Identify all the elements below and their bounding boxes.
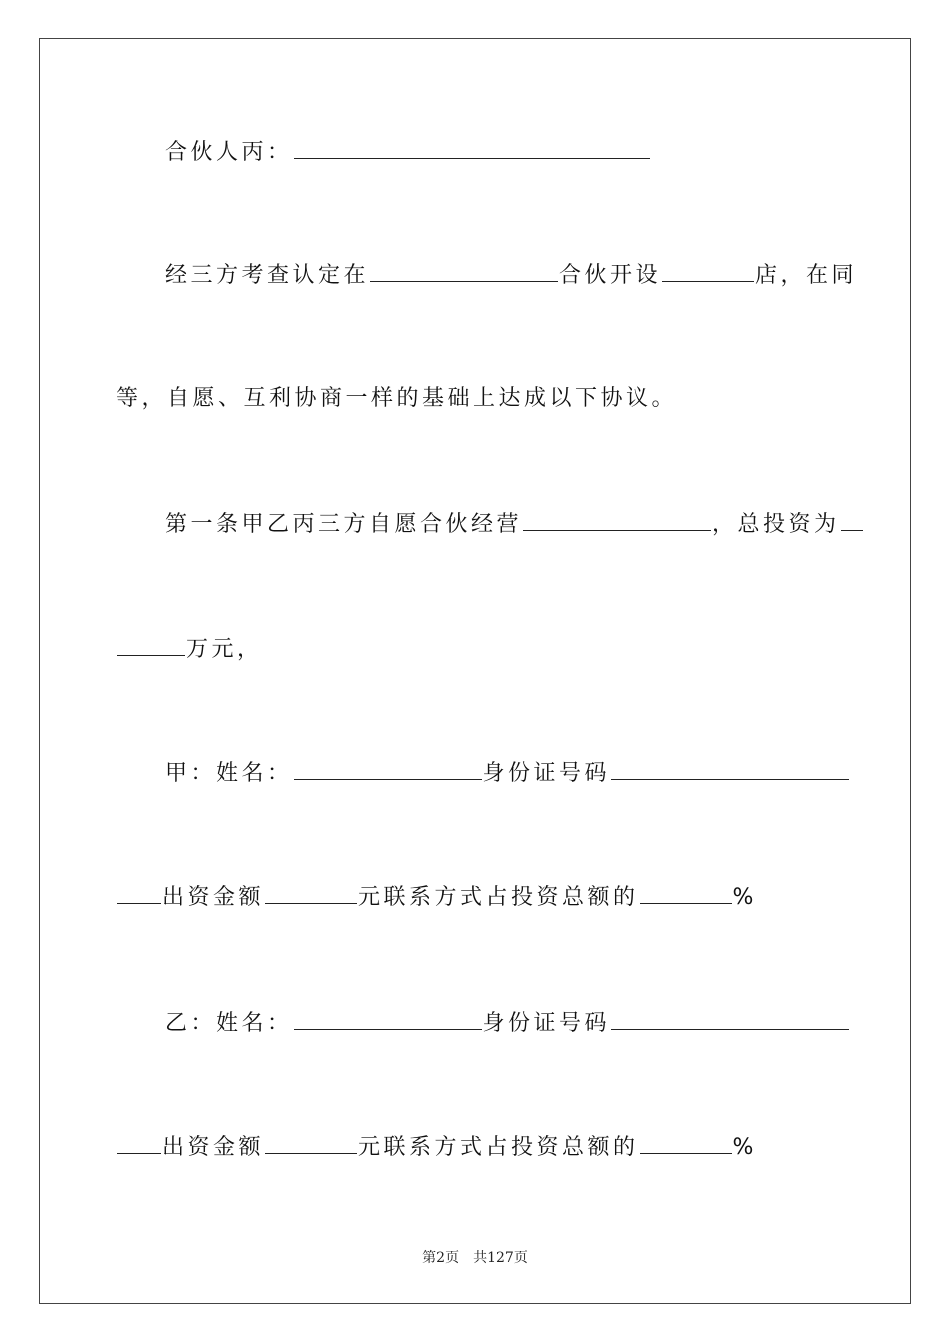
partner-c-line	[165, 136, 651, 168]
party-a-name-blank[interactable]	[294, 757, 482, 780]
party-b-id-label: 身份证号码	[482, 1011, 611, 1036]
party-b-name-blank[interactable]	[294, 1007, 482, 1030]
p1-text-b: 合伙开设	[559, 263, 662, 288]
page-number: 第2页	[422, 1250, 460, 1266]
article-1-line-2	[116, 633, 263, 665]
total-pages: 共127页	[473, 1250, 528, 1266]
party-b-label: 乙：姓名：	[165, 1011, 293, 1036]
page-footer	[0, 1247, 950, 1267]
party-b-percent: %	[732, 1135, 757, 1160]
party-b-invest-blank[interactable]	[265, 1131, 357, 1154]
shop-blank[interactable]	[662, 259, 754, 282]
location-blank[interactable]	[370, 259, 558, 282]
party-a-invest-label: 出资金额	[162, 885, 265, 910]
art1-text-b: ，总投资为	[712, 512, 840, 537]
party-b-id-blank-end[interactable]	[117, 1131, 161, 1154]
business-blank[interactable]	[523, 508, 711, 531]
partner-c-blank[interactable]	[294, 136, 650, 159]
party-b-line-2	[116, 1131, 757, 1163]
investment-blank-start[interactable]	[841, 508, 863, 531]
party-b-contact-label: 元联系方式占投资总额的	[358, 1135, 639, 1160]
p1-text-a: 经三方考查认定在	[165, 263, 370, 288]
p1-text-d: 等，自愿、互利协商一样的基础上达成以下协议。	[116, 386, 678, 411]
party-b-line-1	[165, 1007, 850, 1039]
paragraph-1-line-1	[165, 259, 857, 291]
page-border	[39, 38, 911, 1304]
party-a-id-blank-end[interactable]	[117, 881, 161, 904]
party-b-percent-blank[interactable]	[640, 1131, 732, 1154]
art1-text-a: 第一条甲乙丙三方自愿合伙经营	[165, 512, 523, 537]
party-a-line-1	[165, 757, 850, 789]
party-a-id-blank[interactable]	[611, 757, 849, 780]
paragraph-1-line-2	[116, 384, 677, 414]
party-a-invest-blank[interactable]	[265, 881, 357, 904]
partner-c-label: 合伙人丙：	[165, 140, 293, 165]
article-1-line-1	[165, 508, 864, 540]
party-a-contact-label: 元联系方式占投资总额的	[358, 885, 639, 910]
party-a-percent-blank[interactable]	[640, 881, 732, 904]
investment-blank-end[interactable]	[117, 633, 185, 656]
party-a-line-2	[116, 881, 757, 913]
p1-text-c: 店，在同	[755, 263, 858, 288]
party-a-percent: %	[732, 885, 757, 910]
party-a-id-label: 身份证号码	[482, 761, 611, 786]
party-b-id-blank[interactable]	[611, 1007, 849, 1030]
art1-text-c: 万元，	[186, 637, 263, 662]
party-a-label: 甲：姓名：	[165, 761, 293, 786]
party-b-invest-label: 出资金额	[162, 1135, 265, 1160]
